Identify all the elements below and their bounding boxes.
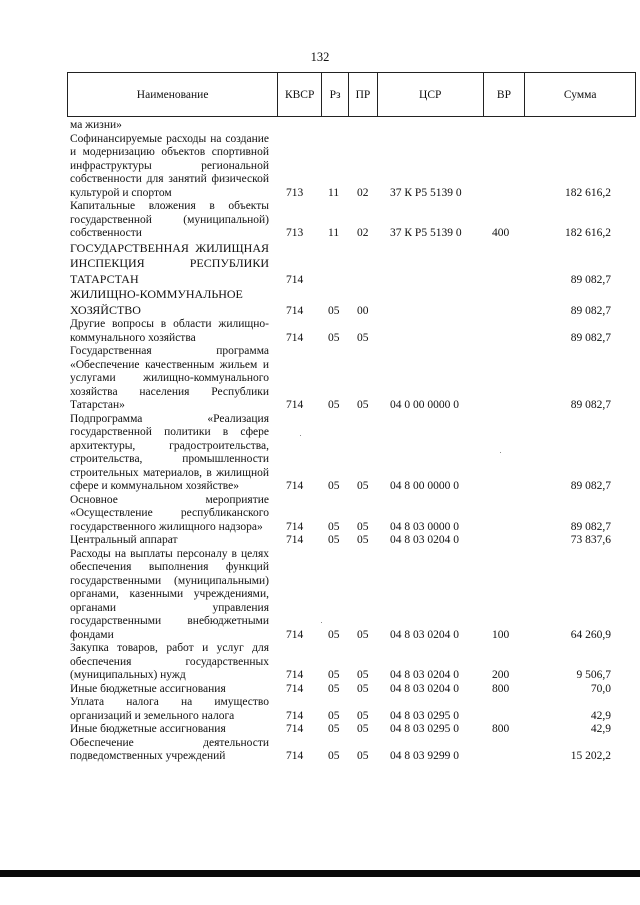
row-sum: 42,9 xyxy=(590,709,611,722)
table-row xyxy=(0,696,640,723)
row-rz: 11 xyxy=(328,186,340,199)
table-row xyxy=(0,318,640,345)
header-name: Наименование xyxy=(68,73,278,116)
row-sum: 89 082,7 xyxy=(570,480,611,492)
table-row xyxy=(0,287,640,318)
row-pr: 00 xyxy=(357,304,369,317)
row-name: Иные бюджетные ассигнования xyxy=(70,723,226,735)
row-kvsr: 714 xyxy=(286,709,304,722)
row-pr: 05 xyxy=(357,709,369,722)
row-sum: 182 616,2 xyxy=(565,186,611,199)
row-pr: 05 xyxy=(357,399,369,411)
row-name: Обеспечение деятельности подведомственных учреждений xyxy=(70,736,269,762)
row-vr: 100 xyxy=(492,628,510,641)
row-name: ЖИЛИЩНО-КОММУНАЛЬНОЕ ХОЗЯЙСТВО xyxy=(70,287,243,317)
row-rz: 05 xyxy=(328,723,340,735)
table-header xyxy=(67,72,636,117)
row-kvsr: 714 xyxy=(286,682,304,695)
row-rz: 05 xyxy=(328,628,340,641)
row-kvsr: 714 xyxy=(286,273,304,286)
scan-speck xyxy=(500,452,501,453)
row-rz: 05 xyxy=(328,331,340,344)
table-row xyxy=(0,548,640,643)
row-csr: 04 8 00 0000 0 xyxy=(390,480,459,492)
row-rz: 05 xyxy=(328,534,340,546)
table-row xyxy=(0,241,640,288)
row-kvsr: 714 xyxy=(286,669,304,681)
row-csr: 04 8 03 0000 0 xyxy=(390,520,459,533)
header-csr: ЦСР xyxy=(378,73,484,116)
row-sum: 89 082,7 xyxy=(570,520,611,533)
row-csr: 04 8 03 0295 0 xyxy=(390,723,459,735)
row-csr: 04 8 03 0295 0 xyxy=(390,709,459,722)
row-kvsr: 713 xyxy=(286,227,304,239)
row-kvsr: 714 xyxy=(286,534,304,546)
row-name: Закупка товаров, работ и услуг для обеспечения государственных (муниципальных) нужд xyxy=(70,642,269,681)
header-kvsr: КВСР xyxy=(278,73,322,116)
row-pr: 05 xyxy=(357,682,369,695)
row-sum: 64 260,9 xyxy=(570,628,611,641)
row-name: Иные бюджетные ассигнования xyxy=(70,682,226,695)
row-pr: 05 xyxy=(357,750,369,762)
row-kvsr: 714 xyxy=(286,399,304,411)
row-sum: 42,9 xyxy=(590,723,611,735)
table-row xyxy=(0,683,640,697)
table-body xyxy=(0,119,640,764)
row-pr: 02 xyxy=(357,227,369,239)
row-sum: 89 082,7 xyxy=(570,273,611,286)
row-rz: 05 xyxy=(328,520,340,533)
header-vr: ВР xyxy=(484,73,526,116)
row-sum: 89 082,7 xyxy=(570,304,611,317)
row-sum: 182 616,2 xyxy=(565,227,611,239)
table-row xyxy=(0,534,640,548)
row-kvsr: 714 xyxy=(286,480,304,492)
row-rz: 05 xyxy=(328,399,340,411)
row-kvsr: 714 xyxy=(286,520,304,533)
row-rz: 05 xyxy=(328,709,340,722)
row-rz: 05 xyxy=(328,480,340,492)
table-row xyxy=(0,413,640,494)
table-row xyxy=(0,642,640,683)
row-name: Подпрограмма «Реализация государственной политики в сфере архитектуры, градостроительства, строительства, промышленности строительных материалов, в жилищной сфере и коммунальном хозяйстве» xyxy=(70,412,269,492)
row-name: Капитальные вложения в объекты государственной (муниципальной) собственности xyxy=(70,200,269,239)
row-sum: 73 837,6 xyxy=(570,534,611,546)
row-pr: 02 xyxy=(357,186,369,199)
table-row xyxy=(0,494,640,535)
row-name: Центральный аппарат xyxy=(70,534,178,546)
row-kvsr: 714 xyxy=(286,628,304,641)
row-csr: 04 0 00 0000 0 xyxy=(390,399,459,411)
table-row xyxy=(0,345,640,413)
row-vr: 200 xyxy=(492,669,510,681)
row-csr: 04 8 03 0204 0 xyxy=(390,669,459,681)
row-csr: 37 К Р5 5139 0 xyxy=(390,227,462,239)
row-rz: 05 xyxy=(328,750,340,762)
row-rz: 11 xyxy=(328,227,340,239)
row-kvsr: 714 xyxy=(286,723,304,735)
row-sum: 89 082,7 xyxy=(570,399,611,411)
page-number: 132 xyxy=(310,50,330,64)
row-pr: 05 xyxy=(357,534,369,546)
row-pr: 05 xyxy=(357,520,369,533)
row-name: ГОСУДАРСТВЕННАЯ ЖИЛИЩНАЯ ИНСПЕКЦИЯ РЕСПУБЛИКИ ТАТАРСТАН xyxy=(70,240,269,286)
scan-speck xyxy=(321,622,322,623)
row-rz: 05 xyxy=(328,682,340,695)
table-row xyxy=(0,133,640,201)
row-pr: 05 xyxy=(357,480,369,492)
row-kvsr: 714 xyxy=(286,750,304,762)
row-pr: 05 xyxy=(357,723,369,735)
row-pr: 05 xyxy=(357,331,369,344)
row-kvsr: 714 xyxy=(286,331,304,344)
row-rz: 05 xyxy=(328,669,340,681)
table-row xyxy=(0,119,640,133)
row-kvsr: 714 xyxy=(286,304,304,317)
row-vr: 400 xyxy=(492,227,510,239)
row-name: Софинансируемые расходы на создание и модернизацию объектов спортивной инфраструктуры региональной собственности для занятий физической культурой и спортом xyxy=(70,132,269,199)
row-name: Уплата налога на имущество организаций и земельного налога xyxy=(70,696,269,722)
row-csr: 04 8 03 9299 0 xyxy=(390,750,459,762)
row-sum: 70,0 xyxy=(590,682,611,695)
row-sum: 9 506,7 xyxy=(576,669,611,681)
row-name: ма жизни» xyxy=(70,119,122,131)
row-sum: 15 202,2 xyxy=(570,750,611,762)
row-csr: 37 К Р5 5139 0 xyxy=(390,186,462,199)
row-csr: 04 8 03 0204 0 xyxy=(390,534,459,546)
row-kvsr: 713 xyxy=(286,186,304,199)
header-rz: Рз xyxy=(322,73,349,116)
scan-speck xyxy=(300,435,301,436)
row-name: Другие вопросы в области жилищно-коммунального хозяйства xyxy=(70,318,269,344)
row-csr: 04 8 03 0204 0 xyxy=(390,628,459,641)
header-pr: ПР xyxy=(349,73,378,116)
header-sum: Сумма xyxy=(563,88,597,101)
table-row xyxy=(0,737,640,764)
row-name: Основное мероприятие «Осуществление республиканского государственного жилищного надзора» xyxy=(70,493,269,533)
table-row xyxy=(0,723,640,737)
row-rz: 05 xyxy=(328,304,340,317)
row-sum: 89 082,7 xyxy=(570,331,611,344)
row-pr: 05 xyxy=(357,669,369,681)
table-row xyxy=(0,200,640,241)
scan-edge-bar xyxy=(0,870,640,877)
row-vr: 800 xyxy=(492,682,510,695)
row-name: Расходы на выплаты персоналу в целях обеспечения выполнения функций государственными (муниципальными) органами, казенными учреждениями, органами управления государственными внебюджетными фондами xyxy=(70,547,269,641)
row-vr: 800 xyxy=(492,723,510,735)
row-pr: 05 xyxy=(357,628,369,641)
row-name: Государственная программа «Обеспечение качественным жильем и услугами жилищно-коммунального хозяйства населения Республики Татарстан» xyxy=(70,345,269,411)
row-csr: 04 8 03 0204 0 xyxy=(390,682,459,695)
